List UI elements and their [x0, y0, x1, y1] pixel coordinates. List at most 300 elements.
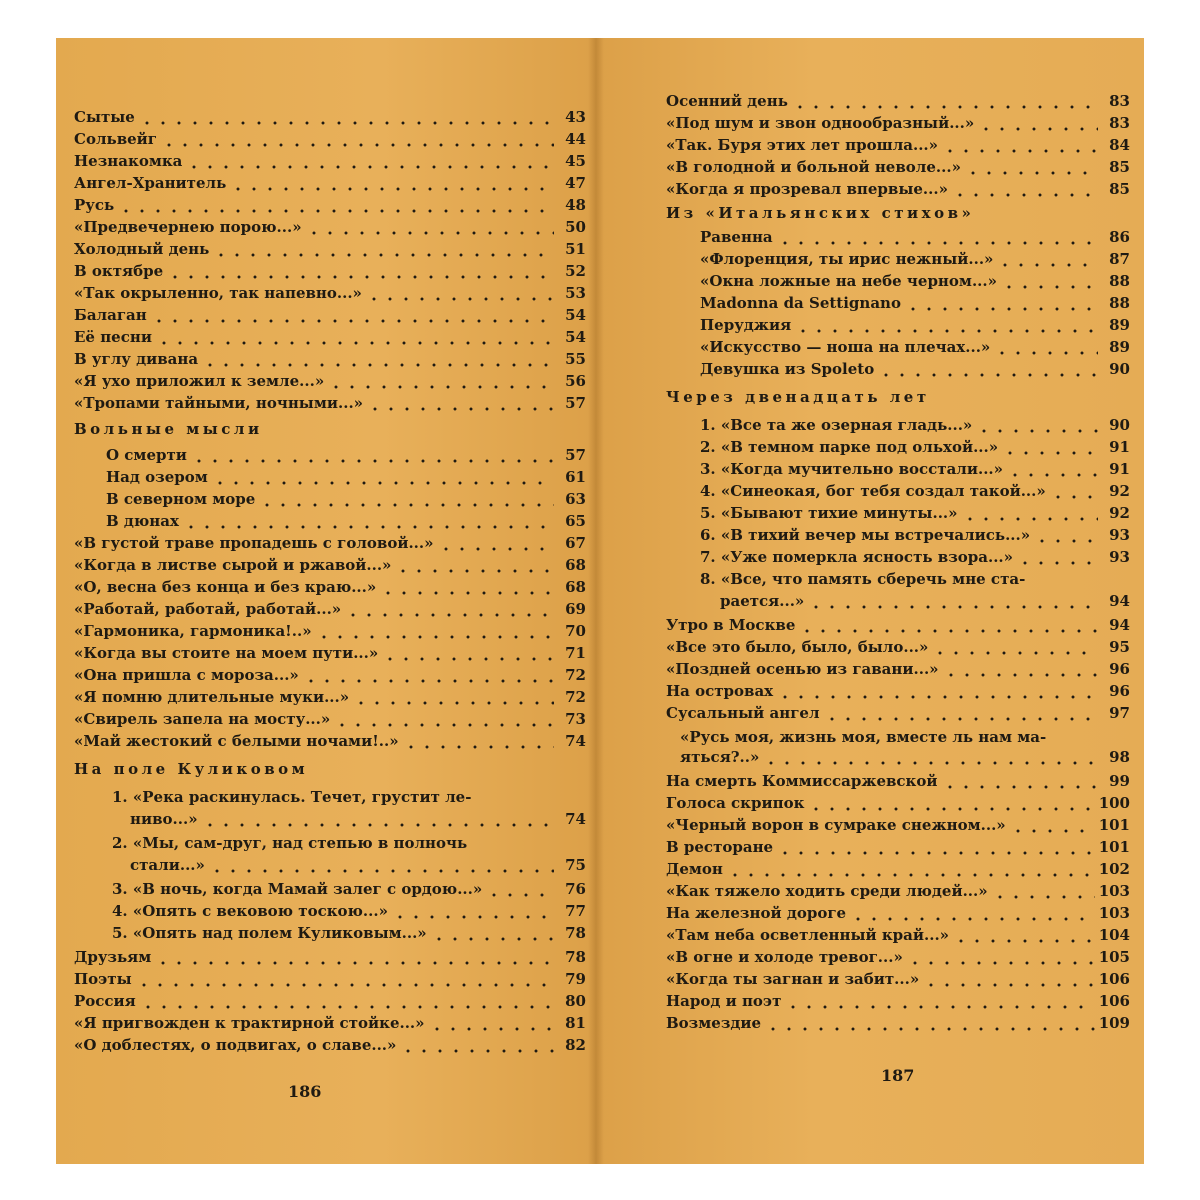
dot-leader	[334, 718, 554, 728]
dot-leader	[1050, 736, 1098, 746]
toc-entry-title: «Так окрыленно, так напевно...»	[74, 284, 362, 302]
toc-entry	[74, 152, 586, 170]
toc-entry-page: 77	[565, 902, 586, 920]
toc-entry-title: «Русь моя, жизнь моя, вместе ль нам ма-	[680, 728, 1047, 746]
toc-entry	[666, 682, 1130, 700]
toc-entry-page: 83	[1109, 114, 1130, 132]
toc-entry-title: «Я ухо приложил к земле...»	[74, 372, 325, 390]
toc-entry	[666, 992, 1130, 1010]
toc-entry-page: 100	[1098, 794, 1130, 812]
dot-leader	[400, 1044, 554, 1054]
dot-leader	[1002, 446, 1098, 456]
toc-entry	[700, 482, 1130, 500]
toc-entry-title: Поэты	[74, 970, 132, 988]
toc-entry	[666, 882, 1130, 900]
left-page-number: 186	[288, 1082, 322, 1101]
toc-entry-page: 44	[565, 130, 586, 148]
dot-leader	[161, 138, 554, 148]
toc-entry	[666, 616, 1130, 634]
dot-leader	[1007, 468, 1098, 478]
toc-entry-title: Демон	[666, 860, 723, 878]
dot-leader	[392, 910, 554, 920]
toc-entry	[112, 902, 586, 920]
dot-leader	[808, 802, 1094, 812]
toc-entry-page: 76	[565, 880, 586, 898]
toc-entry-title: В углу дивана	[74, 350, 199, 368]
toc-entry-title: 7. «Уже померкла ясность взора...»	[700, 548, 1014, 566]
toc-entry	[74, 218, 586, 236]
toc-entry-title: 6. «В тихий вечер мы встречались...»	[700, 526, 1031, 544]
toc-entry-page: 98	[1109, 748, 1130, 766]
toc-entry-page: 52	[565, 262, 586, 280]
toc-entry-title: ниво...»	[130, 810, 198, 828]
toc-entry-page: 43	[565, 108, 586, 126]
toc-entry-title: 4. «Опять с вековою тоскою...»	[112, 902, 388, 920]
dot-leader	[923, 978, 1094, 988]
toc-entry-title: «Когда я прозревал впервые...»	[666, 180, 948, 198]
toc-entry-page: 95	[1109, 638, 1130, 656]
toc-entry-page: 54	[565, 328, 586, 346]
toc-entry-page: 105	[1098, 948, 1130, 966]
toc-entry-title: «Искусство — ноша на плечах...»	[700, 338, 991, 356]
dot-leader	[878, 368, 1098, 378]
toc-entry-title: «В голодной и больной неволе...»	[666, 158, 961, 176]
toc-entry-page: 63	[565, 490, 586, 508]
toc-entry	[112, 924, 586, 942]
dot-leader	[156, 336, 554, 346]
toc-entry-title: Её песни	[74, 328, 152, 346]
toc-entry	[700, 360, 1130, 378]
toc-entry-page: 81	[565, 1014, 586, 1032]
toc-entry	[74, 130, 586, 148]
toc-entry-title: «В густой траве пропадешь с головой...»	[74, 534, 434, 552]
dot-leader	[380, 586, 554, 596]
toc-entry-page: 90	[1109, 360, 1130, 378]
toc-entry	[130, 856, 586, 874]
dot-leader	[978, 122, 1098, 132]
toc-entry	[666, 660, 1130, 678]
toc-entry	[666, 904, 1130, 922]
toc-entry	[700, 416, 1130, 434]
toc-entry-title: «Гармоника, гармоника!..»	[74, 622, 312, 640]
toc-entry-title: 1. «Все та же озерная гладь...»	[700, 416, 973, 434]
toc-entry	[700, 294, 1130, 312]
toc-entry-title: Холодный день	[74, 240, 210, 258]
toc-entry-page: 61	[565, 468, 586, 486]
dot-leader	[151, 314, 554, 324]
dot-leader	[942, 780, 1098, 790]
toc-entry	[74, 534, 586, 552]
toc-entry-page: 86	[1109, 228, 1130, 246]
toc-entry-title: 8. «Все, что память сберечь мне ста-	[700, 570, 1026, 588]
toc-entry	[74, 174, 586, 192]
toc-entry	[700, 548, 1130, 566]
book-gutter	[588, 38, 604, 1164]
toc-entry-title: На железной дороге	[666, 904, 847, 922]
toc-entry	[666, 114, 1130, 132]
toc-entry	[74, 666, 586, 684]
toc-entry	[666, 970, 1130, 988]
toc-entry-title: Осенний день	[666, 92, 788, 110]
toc-entry-title: О смерти	[106, 446, 187, 464]
toc-entry-title: Madonna da Settignano	[700, 294, 901, 312]
dot-leader	[230, 182, 554, 192]
toc-entry	[700, 570, 1130, 588]
toc-entry	[700, 460, 1130, 478]
toc-entry-page: 106	[1098, 992, 1130, 1010]
toc-entry-page: 78	[565, 924, 586, 942]
dot-leader	[792, 100, 1098, 110]
toc-entry	[700, 272, 1130, 290]
toc-entry	[666, 794, 1130, 812]
dot-leader	[475, 796, 554, 806]
toc-entry	[666, 948, 1130, 966]
toc-entry-title: 1. «Река раскинулась. Течет, грустит ле-	[112, 788, 472, 806]
toc-entry	[666, 136, 1130, 154]
dot-leader	[850, 912, 1095, 922]
dot-leader	[962, 512, 1098, 522]
toc-entry-page: 67	[565, 534, 586, 552]
dot-leader	[328, 380, 554, 390]
toc-entry-page: 72	[565, 666, 586, 684]
toc-entry-page: 71	[565, 644, 586, 662]
toc-entry-title: 5. «Бывают тихие минуты...»	[700, 504, 958, 522]
toc-entry-title: Друзьям	[74, 948, 152, 966]
dot-leader	[965, 166, 1098, 176]
dot-leader	[213, 248, 554, 258]
dot-leader	[943, 668, 1098, 678]
toc-entry-page: 51	[565, 240, 586, 258]
dot-leader	[202, 818, 554, 828]
toc-entry-title: яться?..»	[680, 748, 760, 766]
toc-entry-page: 68	[565, 556, 586, 574]
dot-leader	[366, 292, 554, 302]
dot-leader	[367, 402, 554, 412]
toc-entry-page: 88	[1109, 272, 1130, 290]
toc-entry-title: Равенна	[700, 228, 773, 246]
toc-entry-title: «Предвечернею порою...»	[74, 218, 302, 236]
toc-entry	[680, 728, 1130, 746]
dot-leader	[808, 600, 1098, 610]
toc-entry-page: 91	[1109, 460, 1130, 478]
toc-entry-title: «Она пришла с мороза...»	[74, 666, 299, 684]
dot-leader	[1017, 556, 1098, 566]
toc-entry-page: 57	[565, 446, 586, 464]
dot-leader	[1034, 534, 1098, 544]
toc-entry	[666, 180, 1130, 198]
toc-entry-title: «Я помню длительные муки...»	[74, 688, 350, 706]
dot-leader	[942, 144, 1098, 154]
toc-entry-title: «Тропами тайными, ночными...»	[74, 394, 364, 412]
toc-entry	[700, 438, 1130, 456]
toc-entry-page: 79	[565, 970, 586, 988]
toc-entry-title: «О, весна без конца и без краю...»	[74, 578, 377, 596]
toc-entry	[74, 556, 586, 574]
toc-entry-title: «Когда ты загнан и забит...»	[666, 970, 920, 988]
toc-entry	[74, 350, 586, 368]
toc-entry-page: 85	[1109, 158, 1130, 176]
toc-entry	[700, 338, 1130, 356]
toc-entry	[74, 284, 586, 302]
toc-entry-page: 54	[565, 306, 586, 324]
toc-entry-title: «Свирель запела на мосту...»	[74, 710, 331, 728]
toc-entry	[74, 948, 586, 966]
toc-entry-page: 106	[1098, 970, 1130, 988]
toc-entry	[666, 638, 1130, 656]
toc-entry-title: Из «Итальянских стихов»	[666, 204, 975, 222]
toc-entry-page: 82	[565, 1036, 586, 1054]
toc-entry-page: 73	[565, 710, 586, 728]
dot-leader	[316, 630, 554, 640]
toc-entry-title: В северном море	[106, 490, 256, 508]
toc-entry	[74, 644, 586, 662]
toc-entry	[700, 250, 1130, 268]
toc-entry-title: Незнакомка	[74, 152, 183, 170]
toc-entry-title: рается...»	[720, 592, 805, 610]
toc-entry-title: 2. «В темном парке под ольхой...»	[700, 438, 999, 456]
toc-entry	[130, 810, 586, 828]
toc-entry-page: 47	[565, 174, 586, 192]
dot-leader	[763, 756, 1098, 766]
toc-entry-page: 101	[1098, 816, 1130, 834]
dot-leader	[795, 324, 1098, 334]
toc-entry	[700, 228, 1130, 246]
toc-entry	[666, 92, 1130, 110]
dot-leader	[997, 258, 1098, 268]
toc-entry-page: 45	[565, 152, 586, 170]
toc-entry-page: 109	[1098, 1014, 1130, 1032]
toc-entry	[720, 592, 1130, 610]
dot-leader	[1050, 490, 1098, 500]
toc-entry-page: 50	[565, 218, 586, 236]
toc-entry-page: 74	[565, 810, 586, 828]
dot-leader	[353, 696, 554, 706]
toc-entry-title: «Окна ложные на небе черном...»	[700, 272, 997, 290]
toc-section-heading	[74, 420, 586, 438]
toc-entry-page: 103	[1098, 882, 1130, 900]
dot-leader	[136, 978, 554, 988]
dot-leader	[183, 520, 554, 530]
toc-entry-page: 75	[565, 856, 586, 874]
dot-leader	[976, 424, 1098, 434]
toc-entry-title: «Все это было, было, было...»	[666, 638, 929, 656]
toc-entry	[106, 446, 586, 464]
toc-section-heading	[74, 760, 586, 778]
toc-entry	[666, 926, 1130, 944]
dot-leader	[1001, 280, 1098, 290]
toc-entry	[74, 262, 586, 280]
toc-entry	[74, 622, 586, 640]
toc-entry	[666, 838, 1130, 856]
open-book	[56, 38, 1144, 1164]
dot-leader	[306, 226, 554, 236]
dot-leader	[905, 302, 1098, 312]
toc-section-heading	[666, 388, 1130, 406]
toc-entry-title: «Когда в листве сырой и ржавой...»	[74, 556, 392, 574]
toc-entry	[74, 688, 586, 706]
toc-entry-title: Девушка из Spoleto	[700, 360, 875, 378]
toc-entry-title: Голоса скрипок	[666, 794, 805, 812]
toc-entry	[74, 328, 586, 346]
toc-entry-page: 69	[565, 600, 586, 618]
toc-entry-title: В ресторане	[666, 838, 774, 856]
toc-entry	[666, 772, 1130, 790]
toc-entry-page: 93	[1109, 548, 1130, 566]
toc-entry	[666, 816, 1130, 834]
dot-leader	[382, 652, 554, 662]
toc-entry-title: 5. «Опять над полем Куликовым...»	[112, 924, 427, 942]
toc-entry-page: 48	[565, 196, 586, 214]
toc-entry-page: 85	[1109, 180, 1130, 198]
toc-entry	[106, 490, 586, 508]
toc-entry	[700, 316, 1130, 334]
dot-leader	[471, 842, 554, 852]
toc-entry	[74, 240, 586, 258]
toc-entry-page: 70	[565, 622, 586, 640]
toc-entry-title: В октябре	[74, 262, 164, 280]
toc-entry-title: 3. «В ночь, когда Мамай залег с ордою...»	[112, 880, 483, 898]
toc-entry-page: 80	[565, 992, 586, 1010]
toc-entry-page: 89	[1109, 338, 1130, 356]
toc-entry-title: Утро в Москве	[666, 616, 796, 634]
toc-entry	[74, 1014, 586, 1032]
toc-entry	[106, 512, 586, 530]
toc-entry-page: 104	[1098, 926, 1130, 944]
right-page-number: 187	[881, 1066, 915, 1085]
toc-entry-page: 97	[1109, 704, 1130, 722]
toc-entry-title: Над озером	[106, 468, 208, 486]
dot-leader	[994, 346, 1098, 356]
toc-entry	[112, 834, 586, 852]
toc-entry-page: 53	[565, 284, 586, 302]
toc-entry	[74, 710, 586, 728]
dot-leader	[486, 888, 554, 898]
dot-leader	[429, 1022, 554, 1032]
toc-entry-title: «О доблестях, о подвигах, о славе...»	[74, 1036, 397, 1054]
toc-entry	[74, 578, 586, 596]
toc-entry	[74, 108, 586, 126]
toc-entry	[74, 970, 586, 988]
dot-leader	[992, 890, 1095, 900]
toc-entry-title: 4. «Синеокая, бог тебя создал такой...»	[700, 482, 1046, 500]
toc-section-heading	[666, 204, 1130, 222]
toc-entry-page: 99	[1109, 772, 1130, 790]
toc-entry-title: Сытые	[74, 108, 135, 126]
toc-entry-page: 94	[1109, 592, 1130, 610]
dot-leader	[431, 932, 554, 942]
toc-entry-page: 83	[1109, 92, 1130, 110]
toc-entry	[74, 196, 586, 214]
toc-entry	[106, 468, 586, 486]
dot-leader	[403, 740, 554, 750]
toc-entry	[74, 1036, 586, 1054]
dot-leader	[799, 624, 1098, 634]
toc-entry-title: Русь	[74, 196, 115, 214]
toc-entry-page: 87	[1109, 250, 1130, 268]
toc-entry-page: 90	[1109, 416, 1130, 434]
toc-entry-title: «Под шум и звон однообразный...»	[666, 114, 975, 132]
toc-entry-page: 94	[1109, 616, 1130, 634]
toc-entry-page: 57	[565, 394, 586, 412]
toc-entry-title: На смерть Коммиссаржевской	[666, 772, 938, 790]
toc-entry-title: Возмездие	[666, 1014, 762, 1032]
dot-leader	[167, 270, 554, 280]
left-page	[56, 38, 596, 1164]
dot-leader	[155, 956, 554, 966]
toc-entry-page: 102	[1098, 860, 1130, 878]
toc-entry-title: «Там неба осветленный край...»	[666, 926, 950, 944]
toc-entry	[666, 158, 1130, 176]
dot-leader	[765, 1022, 1095, 1032]
toc-entry-title: «Работай, работай, работай...»	[74, 600, 342, 618]
dot-leader	[345, 608, 554, 618]
toc-entry-page: 84	[1109, 136, 1130, 154]
dot-leader	[118, 204, 554, 214]
toc-entry-page: 78	[565, 948, 586, 966]
dot-leader	[777, 236, 1098, 246]
toc-entry-title: Россия	[74, 992, 136, 1010]
dot-leader	[202, 358, 554, 368]
toc-entry-page: 68	[565, 578, 586, 596]
toc-entry	[74, 992, 586, 1010]
toc-entry-title: Вольные мысли	[74, 420, 263, 438]
toc-entry-title: «Когда вы стоите на моем пути...»	[74, 644, 379, 662]
toc-entry-page: 103	[1098, 904, 1130, 922]
toc-entry-title: В дюнах	[106, 512, 179, 530]
dot-leader	[824, 712, 1098, 722]
right-page	[596, 38, 1144, 1164]
toc-entry	[74, 394, 586, 412]
toc-entry-title: На островах	[666, 682, 774, 700]
toc-entry-page: 55	[565, 350, 586, 368]
toc-entry-page: 96	[1109, 660, 1130, 678]
dot-leader	[139, 116, 554, 126]
toc-entry-title: Балаган	[74, 306, 147, 324]
dot-leader	[395, 564, 554, 574]
toc-entry-title: 3. «Когда мучительно восстали...»	[700, 460, 1004, 478]
dot-leader	[191, 454, 554, 464]
dot-leader	[785, 1000, 1094, 1010]
toc-entry	[112, 880, 586, 898]
toc-entry-page: 88	[1109, 294, 1130, 312]
toc-entry-page: 91	[1109, 438, 1130, 456]
dot-leader	[438, 542, 554, 552]
dot-leader	[777, 690, 1098, 700]
toc-entry-page: 96	[1109, 682, 1130, 700]
dot-leader	[1029, 578, 1098, 588]
toc-entry	[666, 1014, 1130, 1032]
toc-entry-title: Через двенадцать лет	[666, 388, 930, 406]
dot-leader	[777, 846, 1095, 856]
toc-entry	[666, 704, 1130, 722]
toc-entry-page: 65	[565, 512, 586, 530]
toc-entry-title: Ангел-Хранитель	[74, 174, 227, 192]
dot-leader	[727, 868, 1095, 878]
dot-leader	[140, 1000, 554, 1010]
toc-entry-page: 92	[1109, 482, 1130, 500]
toc-entry-page: 74	[565, 732, 586, 750]
toc-entry	[700, 526, 1130, 544]
toc-entry-title: Сольвейг	[74, 130, 157, 148]
dot-leader	[1010, 824, 1095, 834]
toc-entry-title: 2. «Мы, сам-друг, над степью в полночь	[112, 834, 468, 852]
toc-entry	[74, 372, 586, 390]
dot-leader	[953, 934, 1095, 944]
dot-leader	[212, 476, 554, 486]
toc-entry-title: «Как тяжело ходить среди людей...»	[666, 882, 988, 900]
toc-entry	[74, 732, 586, 750]
toc-entry-title: Перуджия	[700, 316, 792, 334]
